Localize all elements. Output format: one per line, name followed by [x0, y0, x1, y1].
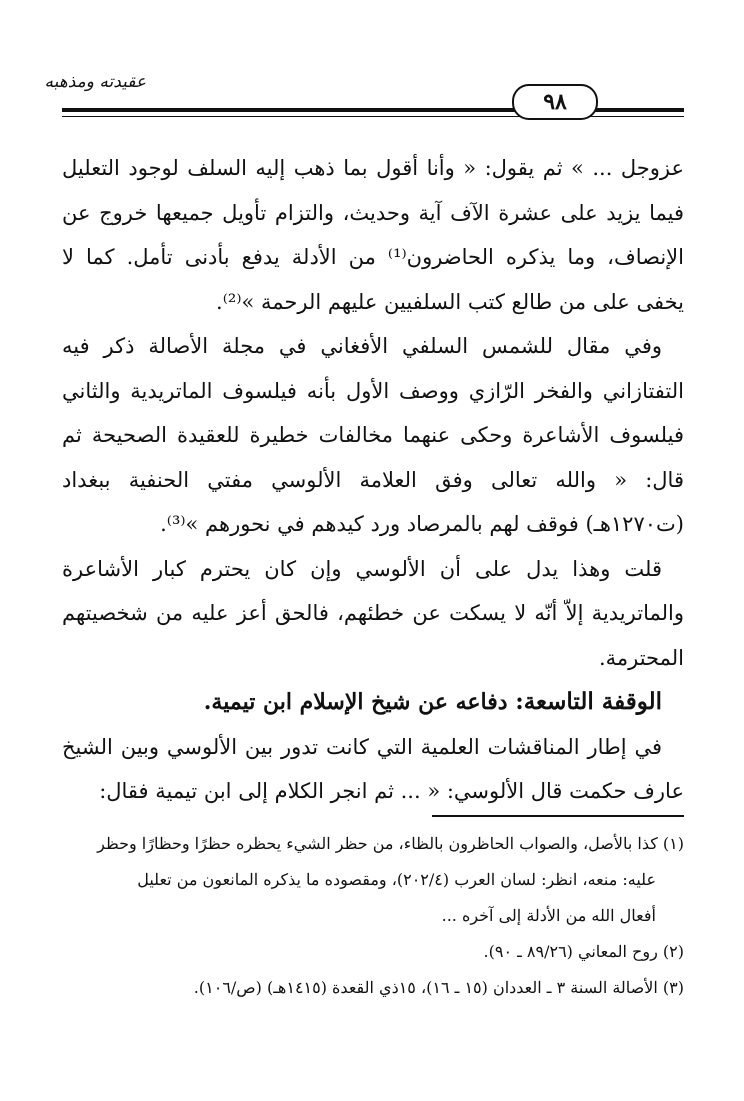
- paragraph-2: وفي مقال للشمس السلفي الأفغاني في مجلة الأصالة ذكر فيه التفتازاني والفخر الرّازي ووصف الأول بأنه فيلسوف الماتريدية والثاني فيلسوف الأشاعرة وحكى عنهما مخالفات خطيرة للعقيدة الصحيحة ثم قال: « والله تعالى وفق العلامة الألوسي مفتي الحنفية ببغداد (ت١٢٧٠هـ) فوقف لهم بالمرصاد ورد كيدهم في نحورهم »⁽³⁾.: [62, 334, 684, 536]
- section-heading-text: دفاعه عن شيخ الإسلام ابن تيمية.: [203, 689, 516, 715]
- footnotes: [62, 826, 684, 1006]
- paragraph-3: قلت وهذا يدل على أن الألوسي وإن كان يحترم كبار الأشاعرة والماتريدية إلاّ أنّه لا يسكت عن خطئهم، فالحق أعز عليه من شخصيتهم المحترمة.: [62, 556, 684, 670]
- main-text: [62, 146, 684, 814]
- footnote-2: (٢) روح المعاني (٨٩/٢٦ ـ ٩٠).: [483, 942, 684, 961]
- footnote-separator: [432, 815, 684, 817]
- footnote-1-line-1: (١) كذا بالأصل، والصواب الحاظرون بالظاء، من حظر الشيء يحظره حظرًا وحظارًا وحظر: [97, 834, 684, 853]
- section-heading: [62, 680, 684, 725]
- footnote-1-line-3: أفعال الله من الأدلة إلى آخره ...: [441, 906, 656, 925]
- paragraph-4: في إطار المناقشات العلمية التي كانت تدور بين الألوسي وبين الشيخ عارف حكمت قال الألوسي: « ... ثم انجر الكلام إلى ابن تيمية فقال:: [62, 734, 684, 803]
- footnote-1-line-2: عليه: منعه، انظر: لسان العرب (٢٠٢/٤)، ومقصوده ما يذكره المانعون من تعليل: [137, 870, 656, 889]
- paragraph-1: عزوجل ... » ثم يقول: « وأنا أقول بما ذهب إليه السلف لوجود التعليل فيما يزيد على عشرة الآف آية وحديث، والتزام تأويل جميعها خروج عن الإنصاف، وما يذكره الحاضرون⁽¹⁾ من الأدلة يدفع بأدنى تأمل. كما لا يخفى على من طالع كتب السلفيين عليهم الرحمة »⁽²⁾.: [62, 156, 684, 314]
- running-title: عقيدته ومذهبه: [44, 72, 146, 92]
- page-number: ٩٨: [512, 84, 598, 120]
- section-heading-prefix: الوقفة التاسعة:: [515, 688, 662, 715]
- footnote-3: (٣) الأصالة السنة ٣ ـ العددان (١٥ ـ ١٦)، ١٥ذي القعدة (١٤١٥هـ) (ص/١٠٦).: [193, 978, 684, 997]
